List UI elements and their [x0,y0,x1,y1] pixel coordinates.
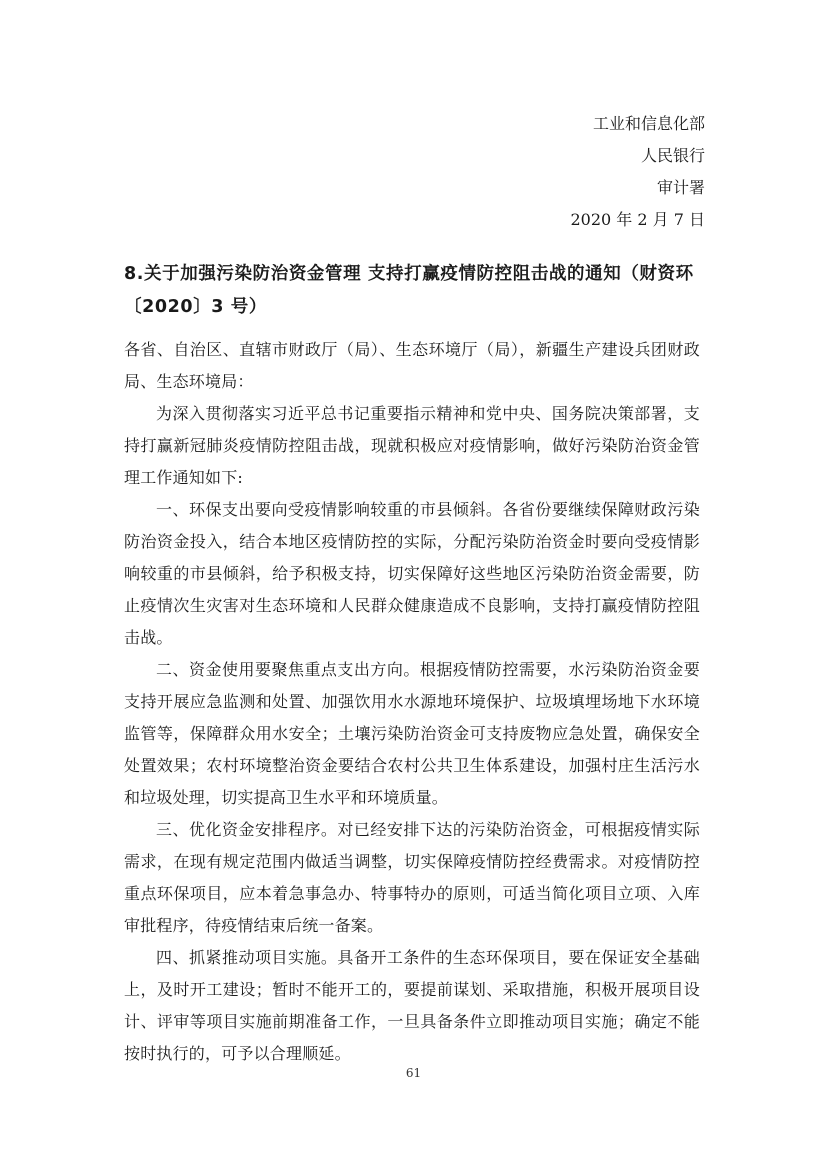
paragraph-item-1: 一、环保支出要向受疫情影响较重的市县倾斜。各省份要继续保障财政污染防治资金投入，结合本地区疫情防控的实际，分配污染防治资金时要向受疫情影响较重的市县倾斜，给予积极支持，切实保障好这些地区污染防治资金需要，防止疫情次生灾害对生态环境和人民群众健康造成不良影响，支持打赢疫情防控阻击战。 [124,500,700,647]
signatory-miit: 工业和信息化部 [592,114,705,133]
page-number: 61 [405,1066,422,1080]
section-title: 8.关于加强污染防治资金管理 支持打赢疫情防控阻击战的通知（财资环〔2020〕3 号） [124,264,694,317]
paragraph-item-2: 二、资金使用要聚焦重点支出方向。根据疫情防控需要，水污染防治资金要支持开展应急监测和处置、加强饮用水水源地环境保护、垃圾填埋场地下水环境监管等，保障群众用水安全；土壤污染防治资金可支持废物应急处置，确保安全处置效果；农村环境整治资金要结合农村公共卫生体系建设，加强村庄生活污水和垃圾处理，切实提高卫生水平和环境质量。 [124,660,700,807]
paragraph-item-3: 三、优化资金安排程序。对已经安排下达的污染防治资金，可根据疫情实际需求，在现有规定范围内做适当调整，切实保障疫情防控经费需求。对疫情防控重点环保项目，应本着急事急办、特事特办的原则，可适当简化项目立项、入库审批程序，待疫情结束后统一备案。 [124,820,700,935]
paragraph-intro: 为深入贯彻落实习近平总书记重要指示精神和党中央、国务院决策部署，支持打赢新冠肺炎疫情防控阻击战，现就积极应对疫情影响，做好污染防治资金管理工作通知如下: [124,404,700,487]
signatory-audit-office: 审计署 [656,178,705,197]
paragraph-item-4: 四、抓紧推动项目实施。具备开工条件的生态环保项目，要在保证安全基础上，及时开工建设；暂时不能开工的，要提前谋划、采取措施，积极开展项目设计、评审等项目实施前期准备工作，一旦具备条件立即推动项目实施；确定不能按时执行的，可予以合理顺延。 [124,948,700,1063]
signatory-pboc: 人民银行 [640,146,705,165]
signatory-block [570,108,705,236]
salutation: 各省、自治区、直辖市财政厅（局）、生态环境厅（局），新疆生产建设兵团财政局、生态环境局： [124,340,700,391]
signature-date: 2020 年 2 月 7 日 [570,210,705,229]
notice-body [124,334,700,1070]
